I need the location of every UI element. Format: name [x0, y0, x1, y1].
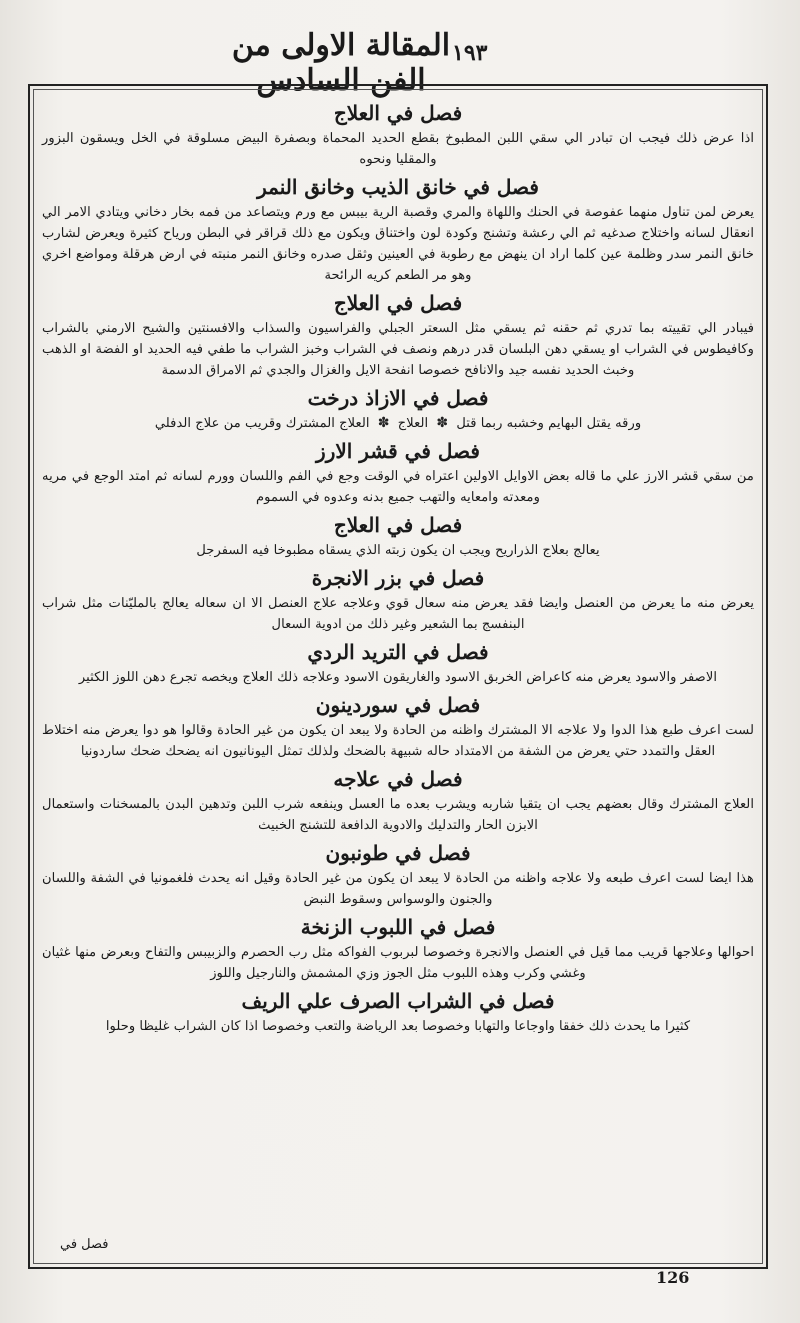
section-heading: فصل في اللبوب الزنخة [300, 915, 496, 939]
section-text: ورقه يقتل البهايم وخشبه ربما قتل [456, 416, 642, 431]
section-5 [42, 436, 754, 508]
section-1 [42, 98, 754, 170]
section-heading: فصل في العلاج [333, 101, 463, 125]
catchword: فصل في [60, 1237, 109, 1252]
section-heading: فصل في خانق الذيب وخانق النمر [257, 175, 539, 199]
section-12 [42, 912, 754, 984]
section-heading: فصل في الازاذ درخت [307, 386, 489, 410]
flower-ornament-icon: ✽ [436, 415, 449, 431]
section-heading: فصل في سوردينون [315, 693, 481, 717]
section-text: لست اعرف طبع هذا الدوا ولا علاجه الا المشترك واظنه من الحادة ولا يبعد ان يكون من غير الحادة وقالوا هو دوا يعرض منه اختلاط العقل والتمدد حتي يعرض من الشفة من الامتداد حاله شبيهة بالضحك ولذلك تمثل اليونانيون انه يضحك ضحك ساردونيا [42, 723, 754, 759]
section-3 [42, 288, 754, 381]
section-text: يعرض منه ما يعرض من العنصل وايضا فقد يعرض منه سعال قوي وعلاجه علاج العنصل الا ان سعاله يعالج بالمليّنات مثل شراب البنفسج بما الشعير وغير ذلك من ادوية السعال [42, 596, 754, 632]
section-heading: فصل في طونبون [325, 841, 471, 865]
section-4 [42, 383, 754, 434]
section-heading: فصل في التريد الردي [307, 640, 489, 664]
section-9 [42, 690, 754, 762]
section-13 [42, 986, 754, 1037]
section-7 [42, 563, 754, 635]
section-heading: فصل في بزر الانجرة [311, 566, 485, 590]
section-heading: فصل في علاجه [333, 767, 463, 791]
section-2 [42, 172, 754, 286]
sheet-number: 126 [656, 1268, 690, 1287]
section-10 [42, 764, 754, 836]
section-heading: فصل في العلاج [333, 291, 463, 315]
section-text-inline [42, 413, 754, 434]
section-heading: فصل في العلاج [333, 513, 463, 537]
section-6 [42, 510, 754, 561]
section-heading: فصل في الشراب الصرف علي الريف [241, 989, 555, 1013]
running-title: المقالة الاولى من الفن السادس [231, 28, 451, 98]
section-text: اذا عرض ذلك فيجب ان تبادر الي سقي اللبن المطبوخ بقطع الحديد المحماة وبصفرة البيض مسلوقة في الخل ويسقون البزور والمقليا ونحوه [42, 131, 754, 167]
page-number: ١٩٣ [452, 40, 488, 66]
section-text: فيبادر الي تقييته بما تدري ثم حقنه ثم يسقي مثل السعتر الجبلي والفراسيون والسذاب والافسنتين والشيح الارمني بالشراب وكافيطوس في الشراب او يسقي دهن البلسان قدر درهم ونصف في الشراب وخبز الشراب ما طفي فيه الحديد او الفضة او الذهب وخبث الحديد نفسه جيد والانافح خصوصا انفحة الايل والغزال والجدي ثم الامراق الدسمة [42, 321, 754, 378]
section-text: العلاج المشترك وقال بعضهم يجب ان يتقيا شاربه ويشرب بعده ما العسل وينفعه شرب اللبن وتدهين البدن بالمسخنات واستعمال الابزن الحار والتدليك والادوية الدافعة للتشنج الخبيث [42, 797, 754, 833]
flower-ornament-icon: ✽ [377, 415, 390, 431]
section-11 [42, 838, 754, 910]
inline-subheading: العلاج [397, 416, 429, 431]
section-text: من سقي قشر الارز علي ما قاله بعض الاوايل الاولين اعتراه في الوقت وجع في الفم واللسان وورم لسانه ثم امتد الوجع في مريه ومعدته وامعايه والتهب جميع بدنه وعدوه في السموم [42, 469, 754, 505]
section-text: يعالج بعلاج الذراريح ويجب ان يكون زبته الذي يسقاه مطبوخا فيه السفرجل [196, 543, 600, 558]
section-text: الاصفر والاسود يعرض منه كاعراض الخربق الاسود والغاريقون الاسود وعلاجه ذلك العلاج ويخصه تجرع دهن اللوز الكثير [78, 670, 718, 685]
inline-subtext: العلاج المشترك وقريب من علاج الدفلي [154, 416, 370, 431]
section-text: احوالها وعلاجها قريب مما قيل في العنصل والانجرة وخصوصا لبربوب الفواكه مثل رب الحصرم والزبيبس والتفاح وبعرض منها غثيان وغشي وكرب وهذه اللبوب مثل الجوز وزي المشمش والنارجيل واللوز [42, 945, 754, 981]
section-heading: فصل في قشر الارز [316, 439, 480, 463]
running-head [0, 14, 800, 98]
text-frame [28, 84, 768, 1269]
section-text: هذا ايضا لست اعرف طبعه ولا علاجه واظنه من الحادة لا يبعد ان يكون من غير الحادة وقيل انه يحدث فلغمونيا في الشفة واللسان والجنون والوسواس وسقوط النبض [42, 871, 754, 907]
section-text: كثيرا ما يحدث ذلك خفقا واوجاعا والتهابا وخصوصا بعد الرياضة والتعب وخصوصا اذا كان الشراب غليظا وحلوا [105, 1019, 691, 1034]
section-text: يعرض لمن تناول منهما عفوصة في الحنك واللهاة والمري وقصبة الرية بيبس مع ورم ويتصاعد من فمه بخار دخاني ويتادي الامر الي انعقال لسانه واختلاج صدغيه ثم الي رعشة وتشنج وكودة لون واختناق ويكون مع ذلك قراقر في البطن ورياح كثيرة ويعرض لشارب خانق النمر سدر وظلمة عين كلما اراد ان ينهض مع رطوبة في العينين وثقل صدره وخانق النمر منبته في ارض هرقلة ومواضع اخري وهو مر الطعم كريه الرائحة [42, 205, 754, 283]
section-8 [42, 637, 754, 688]
